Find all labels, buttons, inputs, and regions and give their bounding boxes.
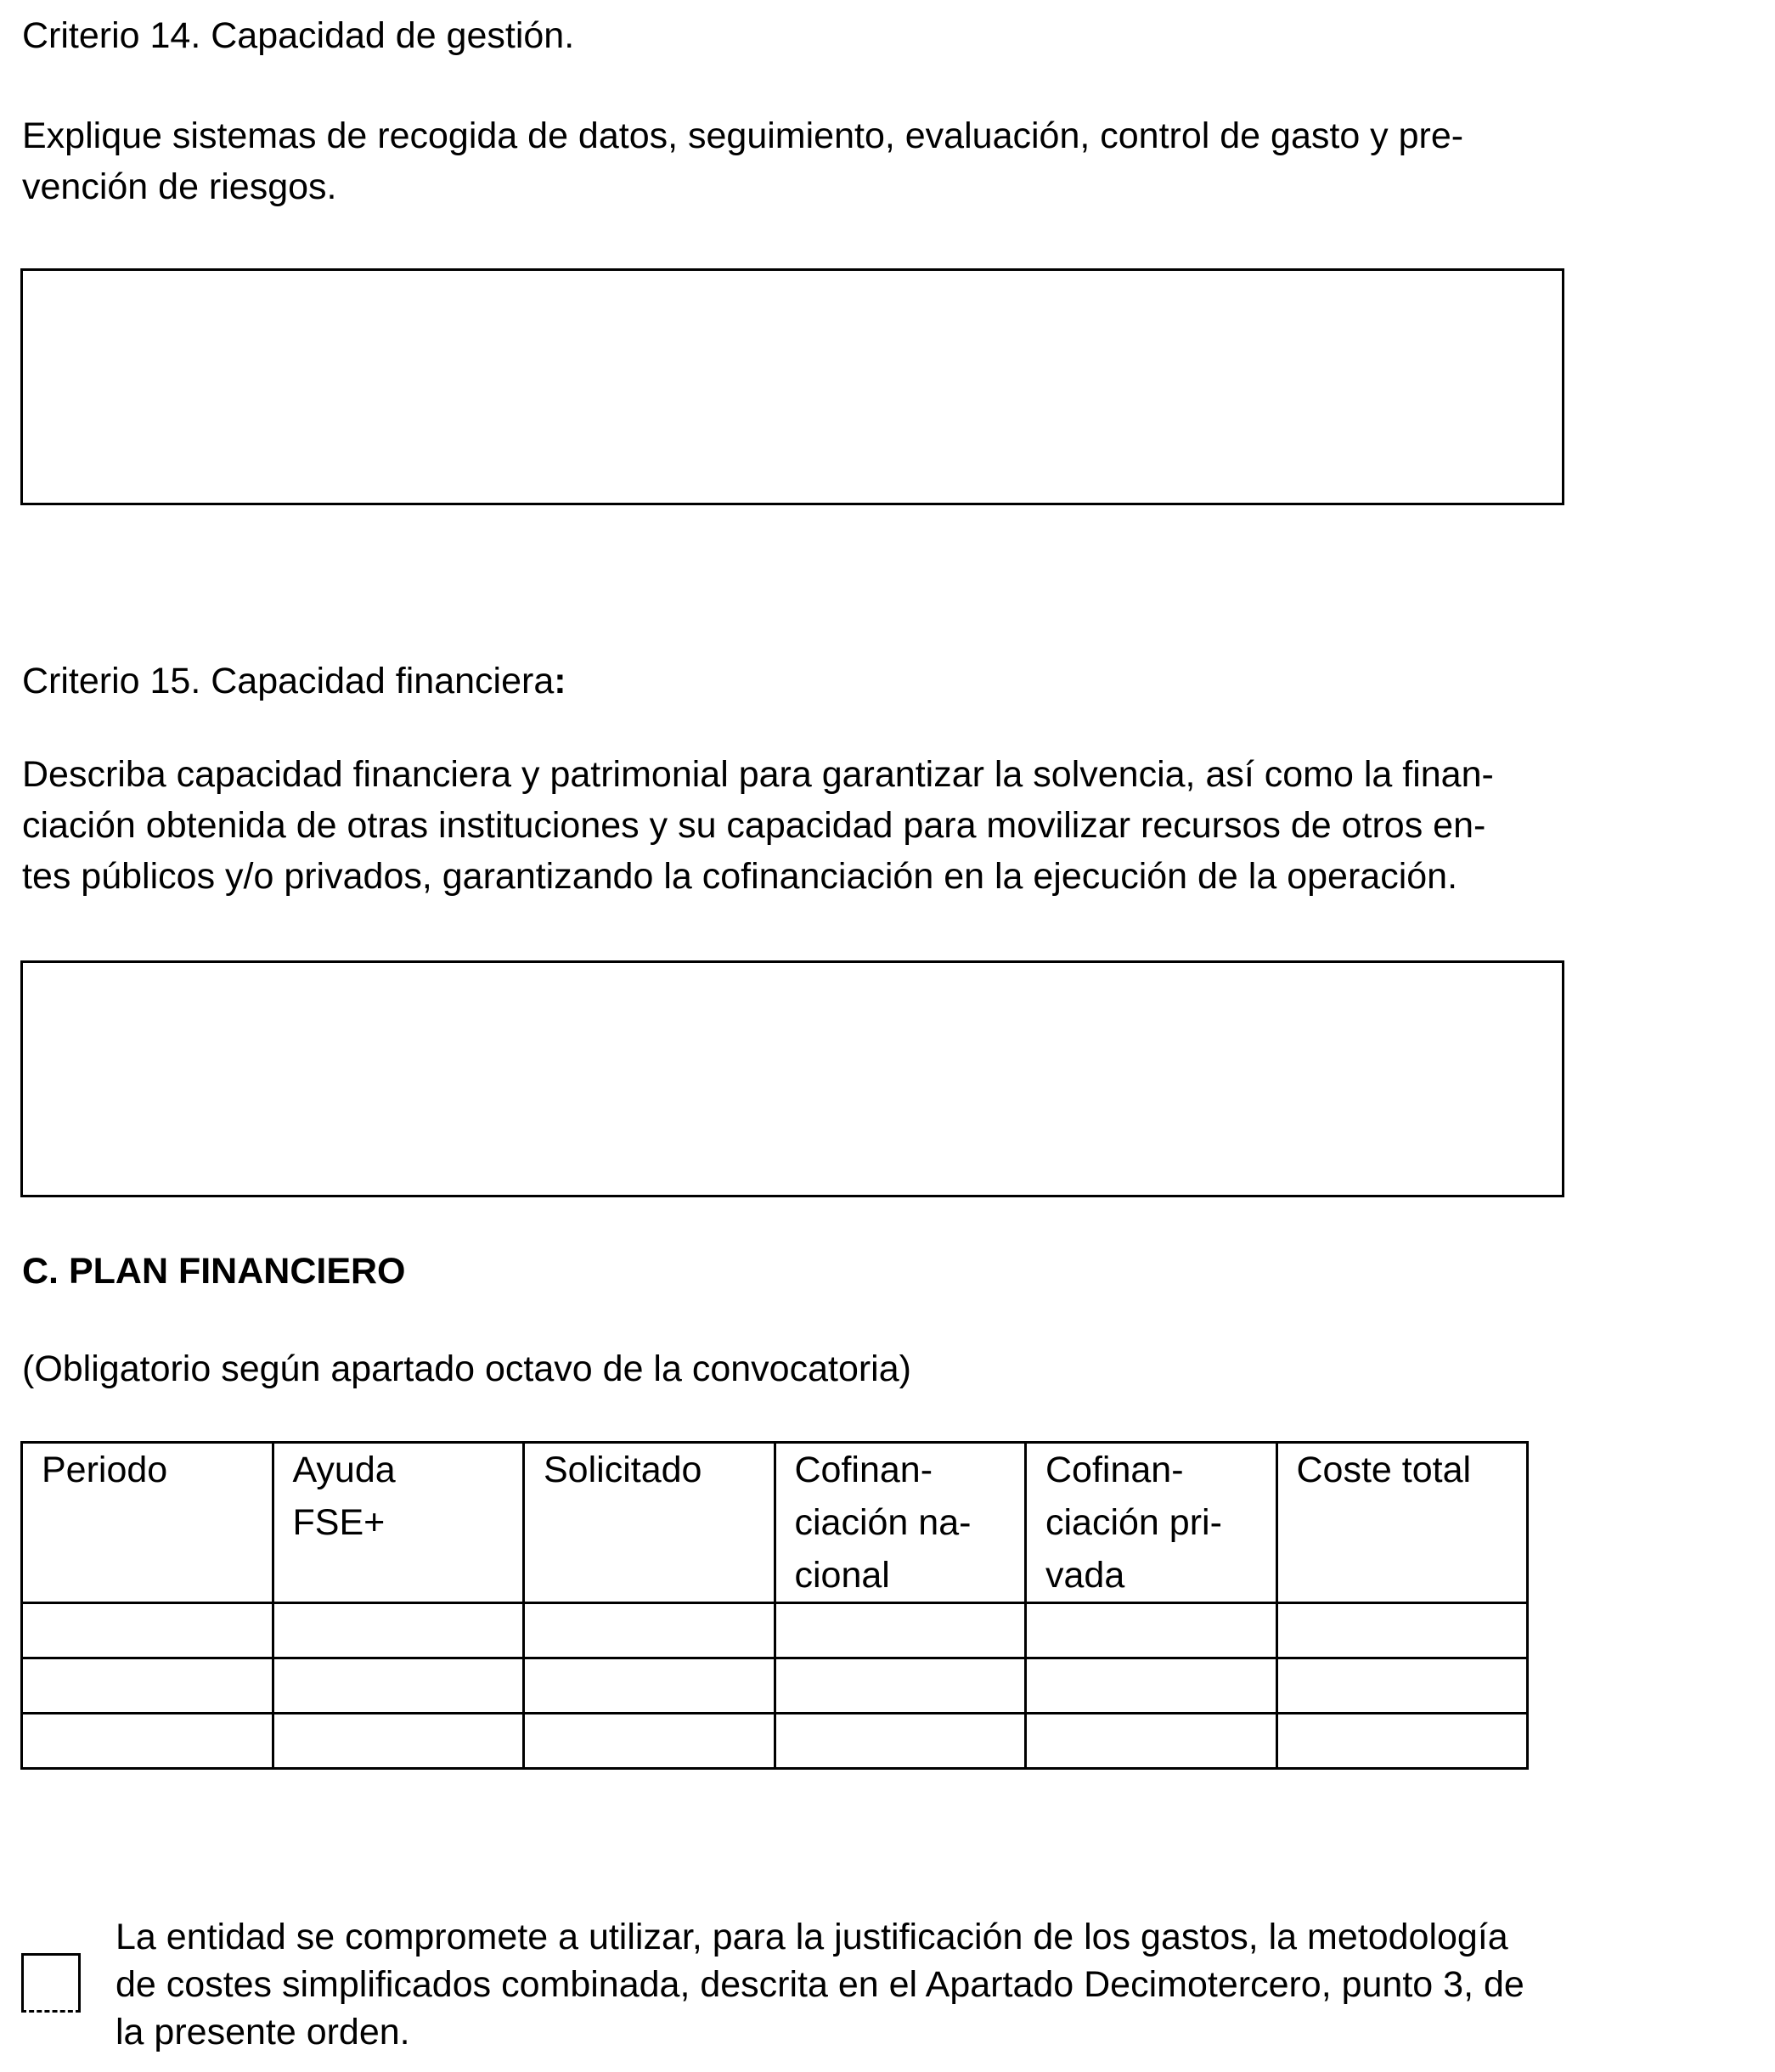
criterio-14-title: Criterio 14. Capacidad de gestión. — [22, 15, 575, 56]
col-header-periodo: Periodo — [22, 1443, 273, 1603]
plan-financiero-heading: C. PLAN FINANCIERO — [22, 1251, 406, 1292]
table-cell[interactable] — [775, 1658, 1026, 1714]
commitment-text-line: de costes simplificados combinada, descrita en el Apartado Decimotercero, punto 3, de — [116, 1964, 1524, 2005]
col-header-solicitado: Solicitado — [524, 1443, 775, 1603]
criterio-15-title-text: Criterio 15. Capacidad financiera — [22, 661, 555, 701]
criterio-15-instructions — [22, 749, 1746, 902]
table-cell[interactable] — [273, 1714, 524, 1769]
col-header-coste-total: Coste total — [1276, 1443, 1528, 1603]
criterio-14-instructions-line: Explique sistemas de recogida de datos, seguimiento, evaluación, control de gasto y pre- — [22, 115, 1464, 156]
col-header-ayuda-fse: Ayuda FSE+ — [273, 1443, 524, 1603]
criterio-14-instructions — [22, 110, 1746, 212]
criterio-15-title — [22, 656, 1746, 707]
table-cell[interactable] — [1026, 1603, 1277, 1658]
table-cell[interactable] — [1026, 1714, 1277, 1769]
table-cell[interactable] — [1026, 1658, 1277, 1714]
criterio-15-instructions-line: tes públicos y/o privados, garantizando la cofinanciación en la ejecución de la operación. — [22, 856, 1458, 897]
col-header-cofinanciacion-nacional: Cofinan- ciación na- cional — [775, 1443, 1026, 1603]
criterio-15-title-colon: : — [554, 661, 566, 701]
table-cell[interactable] — [775, 1714, 1026, 1769]
table-cell[interactable] — [775, 1603, 1026, 1658]
table-cell[interactable] — [273, 1658, 524, 1714]
table-row — [22, 1658, 1528, 1714]
criterio-15-instructions-line: ciación obtenida de otras instituciones y su capacidad para movilizar recursos de otros en- — [22, 805, 1486, 846]
table-cell[interactable] — [524, 1603, 775, 1658]
plan-financiero-note: (Obligatorio según apartado octavo de la convocatoria) — [22, 1348, 911, 1389]
table-cell[interactable] — [22, 1714, 273, 1769]
table-cell[interactable] — [273, 1603, 524, 1658]
table-cell[interactable] — [524, 1658, 775, 1714]
table-header-row — [22, 1443, 1528, 1603]
table-row — [22, 1603, 1528, 1658]
table-row — [22, 1714, 1528, 1769]
criterio-14-instructions-line: vención de riesgos. — [22, 166, 337, 207]
commitment-text-line: la presente orden. — [116, 2012, 410, 2052]
criterio-15-answer-box[interactable] — [20, 960, 1564, 1197]
table-cell[interactable] — [22, 1658, 273, 1714]
plan-financiero-table — [20, 1441, 1529, 1770]
criterio-15-instructions-line: Describa capacidad financiera y patrimonial para garantizar la solvencia, así como la finan- — [22, 754, 1494, 795]
commitment-text-line: La entidad se compromete a utilizar, para la justificación de los gastos, la metodología — [116, 1917, 1508, 1957]
criterio-14-answer-box[interactable] — [20, 268, 1564, 505]
col-header-cofinanciacion-privada: Cofinan- ciación pri- vada — [1026, 1443, 1277, 1603]
table-cell[interactable] — [1276, 1714, 1528, 1769]
table-cell[interactable] — [22, 1603, 273, 1658]
commitment-text — [116, 1913, 1763, 2056]
table-cell[interactable] — [1276, 1603, 1528, 1658]
table-cell[interactable] — [524, 1714, 775, 1769]
commitment-checkbox[interactable] — [21, 1953, 81, 2013]
table-cell[interactable] — [1276, 1658, 1528, 1714]
